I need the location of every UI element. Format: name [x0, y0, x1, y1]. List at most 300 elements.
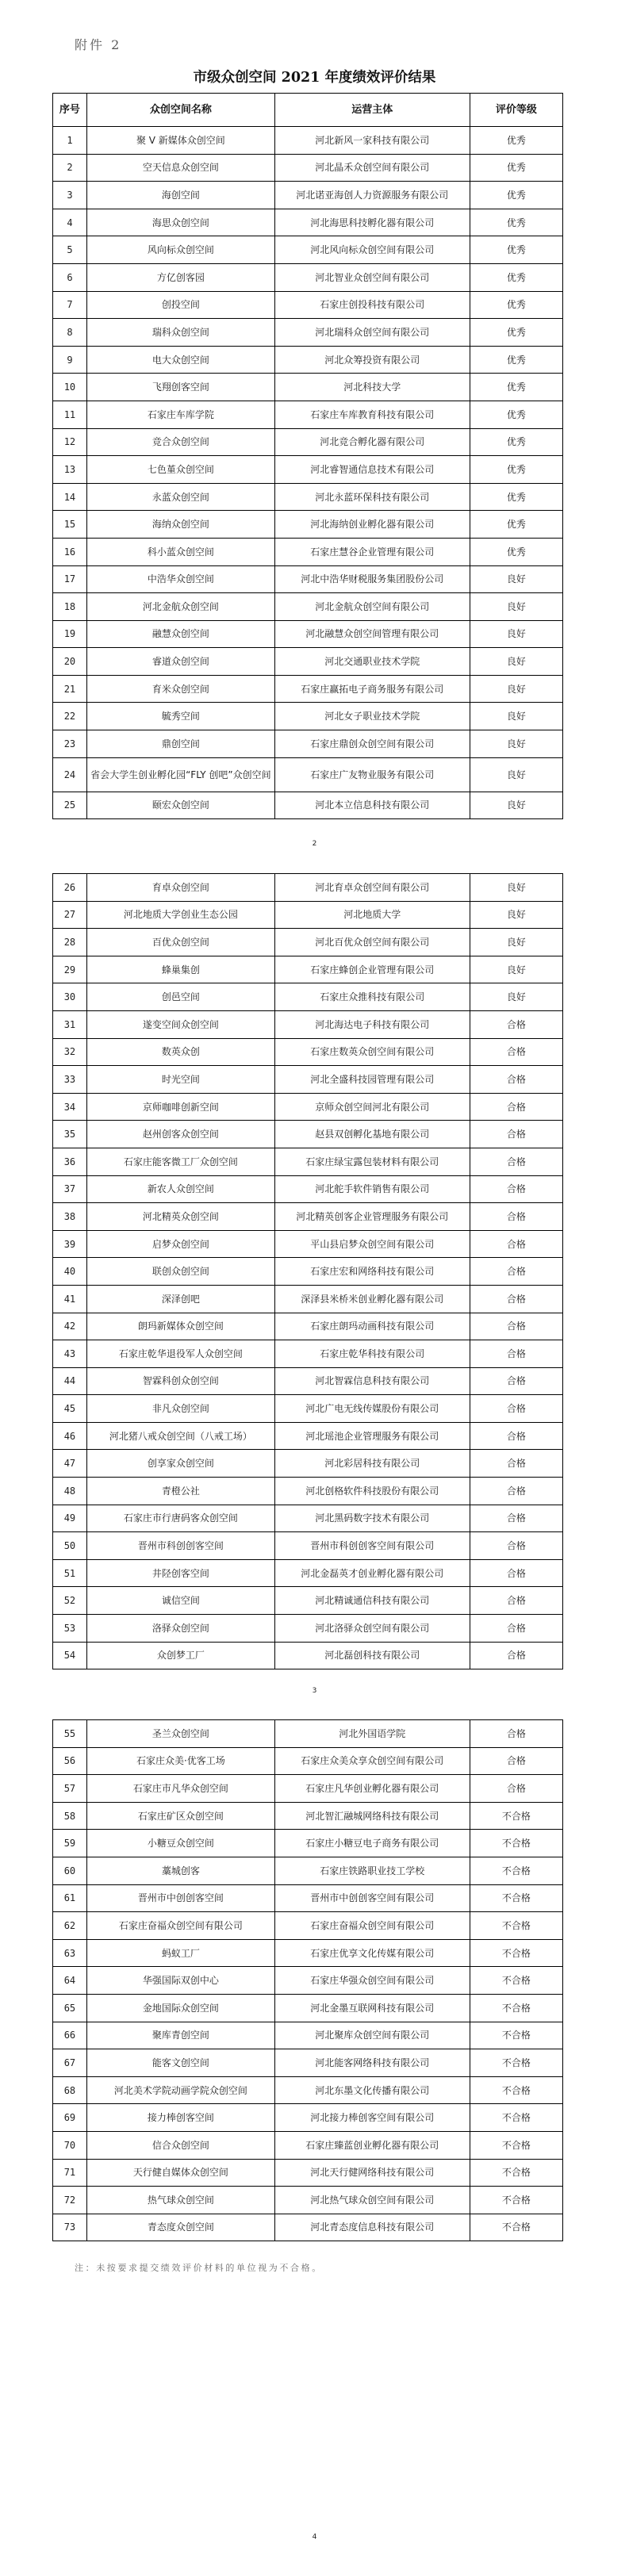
table-row: [53, 1230, 563, 1258]
space-name: 井陉创客空间: [86, 1559, 274, 1587]
table-row: [53, 792, 563, 819]
operator-name: 河北本立信息科技有限公司: [274, 792, 470, 819]
row-number: 54: [53, 1642, 87, 1669]
evaluation-grade: 优秀: [470, 483, 562, 511]
evaluation-grade: 不合格: [470, 1884, 562, 1912]
table-row: [53, 1505, 563, 1532]
space-name: 藁城创客: [86, 1857, 274, 1884]
evaluation-grade: 不合格: [470, 2214, 562, 2241]
operator-name: 河北青态度信息科技有限公司: [274, 2214, 470, 2241]
space-name: 朗玛新媒体众创空间: [86, 1313, 274, 1340]
evaluation-grade: 不合格: [470, 2049, 562, 2077]
evaluation-grade: 合格: [470, 1367, 562, 1395]
evaluation-grade: 合格: [470, 1093, 562, 1121]
space-name: 鼎创空间: [86, 730, 274, 758]
space-name: 小糖豆众创空间: [86, 1830, 274, 1857]
evaluation-grade: 合格: [470, 1066, 562, 1094]
evaluation-grade: 不合格: [470, 2187, 562, 2214]
space-name: 诚信空间: [86, 1587, 274, 1615]
row-number: 28: [53, 929, 87, 956]
table-row: [53, 1994, 563, 2022]
space-name: 聚 V 新媒体众创空间: [86, 127, 274, 155]
row-number: 8: [53, 319, 87, 347]
space-name: 飞翔创客空间: [86, 374, 274, 401]
row-number: 42: [53, 1313, 87, 1340]
evaluation-grade: 良好: [470, 648, 562, 676]
table-row: [53, 1450, 563, 1478]
header-operator: 运营主体: [274, 94, 470, 127]
operator-name: 河北瑞科众创空间有限公司: [274, 319, 470, 347]
evaluation-grade: 合格: [470, 1038, 562, 1066]
operator-name: 石家庄朗玛动画科技有限公司: [274, 1313, 470, 1340]
table-row: [53, 1559, 563, 1587]
row-number: 46: [53, 1422, 87, 1450]
table-row: [53, 428, 563, 456]
row-number: 45: [53, 1395, 87, 1423]
evaluation-grade: 优秀: [470, 209, 562, 236]
header-no: 序号: [53, 94, 87, 127]
row-number: 6: [53, 263, 87, 291]
row-number: 33: [53, 1066, 87, 1094]
row-number: 29: [53, 956, 87, 983]
operator-name: 石家庄众美众享众创空间有限公司: [274, 1747, 470, 1775]
operator-name: 河北睿智通信息技术有限公司: [274, 456, 470, 484]
table-row: [53, 182, 563, 209]
operator-name: 河北智业众创空间有限公司: [274, 263, 470, 291]
row-number: 15: [53, 511, 87, 539]
header-grade: 评价等级: [470, 94, 562, 127]
row-number: 25: [53, 792, 87, 819]
operator-name: 河北风向标众创空间有限公司: [274, 236, 470, 264]
page-title: 市级众创空间 2021 年度绩效评价结果: [193, 70, 436, 86]
operator-name: 河北诺亚海创人力资源服务有限公司: [274, 182, 470, 209]
operator-name: 晋州市中创创客空间有限公司: [274, 1884, 470, 1912]
row-number: 26: [53, 874, 87, 902]
space-name: 能客文创空间: [86, 2049, 274, 2077]
space-name: 晋州市中创创客空间: [86, 1884, 274, 1912]
evaluation-grade: 合格: [470, 1532, 562, 1560]
operator-name: 石家庄广友物业服务有限公司: [274, 757, 470, 792]
table-row: [53, 1720, 563, 1748]
operator-name: 河北外国语学院: [274, 1720, 470, 1748]
row-number: 27: [53, 901, 87, 929]
table-row: [53, 620, 563, 648]
operator-name: 河北彩居科技有限公司: [274, 1450, 470, 1478]
table-row: [53, 127, 563, 155]
operator-name: 河北接力棒创客空间有限公司: [274, 2104, 470, 2132]
table-row: [53, 1038, 563, 1066]
operator-name: 石家庄铁路职业技工学校: [274, 1857, 470, 1884]
table-row: [53, 1010, 563, 1038]
operator-name: 石家庄众推科技有限公司: [274, 983, 470, 1011]
evaluation-grade: 良好: [470, 874, 562, 902]
evaluation-grade: 不合格: [470, 1994, 562, 2022]
space-name: 金地国际众创空间: [86, 1994, 274, 2022]
evaluation-grade: 良好: [470, 593, 562, 621]
space-name: 智霖科创众创空间: [86, 1367, 274, 1395]
table-row: [53, 1066, 563, 1094]
operator-name: 河北海思科技孵化器有限公司: [274, 209, 470, 236]
row-number: 31: [53, 1010, 87, 1038]
evaluation-grade: 合格: [470, 1340, 562, 1368]
operator-name: 晋州市科创创客空间有限公司: [274, 1532, 470, 1560]
space-name: 时光空间: [86, 1066, 274, 1094]
row-number: 66: [53, 2022, 87, 2049]
operator-name: 河北金墨互联网科技有限公司: [274, 1994, 470, 2022]
operator-name: 河北百优众创空间有限公司: [274, 929, 470, 956]
table-row: [53, 2131, 563, 2159]
table-row: [53, 1802, 563, 1830]
space-name: 河北猪八戒众创空间（八戒工场）: [86, 1422, 274, 1450]
space-name: 青态度众创空间: [86, 2214, 274, 2241]
evaluation-grade: 优秀: [470, 154, 562, 182]
operator-name: 石家庄乾华科技有限公司: [274, 1340, 470, 1368]
operator-name: 石家庄创投科技有限公司: [274, 291, 470, 319]
row-number: 53: [53, 1615, 87, 1643]
row-number: 73: [53, 2214, 87, 2241]
row-number: 44: [53, 1367, 87, 1395]
row-number: 36: [53, 1148, 87, 1175]
space-name: 省会大学生创业孵化园“FLY 创吧”众创空间: [86, 757, 274, 792]
space-name: 启梦众创空间: [86, 1230, 274, 1258]
evaluation-grade: 合格: [470, 1559, 562, 1587]
table-row: [53, 2022, 563, 2049]
row-number: 12: [53, 428, 87, 456]
evaluation-grade: 优秀: [470, 236, 562, 264]
space-name: 河北美术学院动画学院众创空间: [86, 2076, 274, 2104]
table-row: [53, 1747, 563, 1775]
row-number: 1: [53, 127, 87, 155]
space-name: 百优众创空间: [86, 929, 274, 956]
table-row: [53, 703, 563, 730]
evaluation-grade: 优秀: [470, 401, 562, 428]
evaluation-grade: 合格: [470, 1775, 562, 1803]
operator-name: 河北热气球众创空间有限公司: [274, 2187, 470, 2214]
page-number: 3: [312, 1687, 317, 1695]
evaluation-grade: 良好: [470, 730, 562, 758]
row-number: 63: [53, 1939, 87, 1967]
space-name: 育米众创空间: [86, 675, 274, 703]
space-name: 河北地质大学创业生态公园: [86, 901, 274, 929]
operator-name: 石家庄数英众创空间有限公司: [274, 1038, 470, 1066]
row-number: 5: [53, 236, 87, 264]
row-number: 34: [53, 1093, 87, 1121]
space-name: 聚库青创空间: [86, 2022, 274, 2049]
space-name: 风向标众创空间: [86, 236, 274, 264]
results-table-page-2: [52, 873, 563, 1669]
evaluation-grade: 合格: [470, 1395, 562, 1423]
row-number: 43: [53, 1340, 87, 1368]
operator-name: 京师众创空间河北有限公司: [274, 1093, 470, 1121]
evaluation-grade: 合格: [470, 1121, 562, 1148]
evaluation-grade: 不合格: [470, 2076, 562, 2104]
table-row: [53, 956, 563, 983]
operator-name: 河北育卓众创空间有限公司: [274, 874, 470, 902]
space-name: 新农人众创空间: [86, 1175, 274, 1203]
row-number: 71: [53, 2159, 87, 2187]
space-name: 河北精英众创空间: [86, 1203, 274, 1231]
operator-name: 河北金航众创空间有限公司: [274, 593, 470, 621]
space-name: 科小蓝众创空间: [86, 538, 274, 565]
space-name: 中浩华众创空间: [86, 565, 274, 593]
space-name: 洛驿众创空间: [86, 1615, 274, 1643]
row-number: 60: [53, 1857, 87, 1884]
space-name: 石家庄能客微工厂众创空间: [86, 1148, 274, 1175]
space-name: 育卓众创空间: [86, 874, 274, 902]
space-name: 海创空间: [86, 182, 274, 209]
evaluation-grade: 优秀: [470, 538, 562, 565]
operator-name: 河北智汇融城网络科技有限公司: [274, 1802, 470, 1830]
operator-name: 河北地质大学: [274, 901, 470, 929]
row-number: 40: [53, 1258, 87, 1286]
operator-name: 河北精诚通信科技有限公司: [274, 1587, 470, 1615]
space-name: 七色堇众创空间: [86, 456, 274, 484]
space-name: 创邑空间: [86, 983, 274, 1011]
table-row: [53, 483, 563, 511]
row-number: 61: [53, 1884, 87, 1912]
operator-name: 河北海达电子科技有限公司: [274, 1010, 470, 1038]
space-name: 石家庄众美·优客工场: [86, 1747, 274, 1775]
row-number: 72: [53, 2187, 87, 2214]
evaluation-grade: 合格: [470, 1313, 562, 1340]
evaluation-grade: 合格: [470, 1175, 562, 1203]
space-name: 华强国际双创中心: [86, 1967, 274, 1995]
row-number: 37: [53, 1175, 87, 1203]
table-row: [53, 511, 563, 539]
table-row: [53, 1967, 563, 1995]
space-name: 海纳众创空间: [86, 511, 274, 539]
operator-name: 河北天行健网络科技有限公司: [274, 2159, 470, 2187]
evaluation-grade: 不合格: [470, 2159, 562, 2187]
evaluation-grade: 良好: [470, 703, 562, 730]
evaluation-grade: 不合格: [470, 1967, 562, 1995]
row-number: 32: [53, 1038, 87, 1066]
table-row: [53, 1203, 563, 1231]
row-number: 3: [53, 182, 87, 209]
evaluation-grade: 良好: [470, 565, 562, 593]
row-number: 17: [53, 565, 87, 593]
table-row: [53, 2076, 563, 2104]
operator-name: 石家庄蜂创企业管理有限公司: [274, 956, 470, 983]
table-row: [53, 1285, 563, 1313]
evaluation-grade: 不合格: [470, 1912, 562, 1940]
evaluation-grade: 良好: [470, 983, 562, 1011]
table-row: [53, 1615, 563, 1643]
row-number: 51: [53, 1559, 87, 1587]
row-number: 55: [53, 1720, 87, 1748]
row-number: 2: [53, 154, 87, 182]
row-number: 62: [53, 1912, 87, 1940]
evaluation-grade: 良好: [470, 675, 562, 703]
table-row: [53, 901, 563, 929]
row-number: 11: [53, 401, 87, 428]
table-header-row: [53, 94, 563, 127]
table-row: [53, 730, 563, 758]
footnote: 注：未按要求提交绩效评价材料的单位视为不合格。: [75, 2263, 323, 2273]
space-name: 青橙公社: [86, 1478, 274, 1505]
evaluation-grade: 合格: [470, 1010, 562, 1038]
space-name: 方亿创客园: [86, 263, 274, 291]
table-row: [53, 874, 563, 902]
row-number: 39: [53, 1230, 87, 1258]
row-number: 13: [53, 456, 87, 484]
operator-name: 石家庄宏和网络科技有限公司: [274, 1258, 470, 1286]
row-number: 56: [53, 1747, 87, 1775]
row-number: 58: [53, 1802, 87, 1830]
table-row: [53, 236, 563, 264]
operator-name: 石家庄车库教育科技有限公司: [274, 401, 470, 428]
operator-name: 深泽县米桥米创业孵化器有限公司: [274, 1285, 470, 1313]
evaluation-grade: 不合格: [470, 2022, 562, 2049]
space-name: 融慧众创空间: [86, 620, 274, 648]
table-row: [53, 1478, 563, 1505]
row-number: 59: [53, 1830, 87, 1857]
evaluation-grade: 合格: [470, 1285, 562, 1313]
space-name: 赵州创客众创空间: [86, 1121, 274, 1148]
row-number: 47: [53, 1450, 87, 1478]
evaluation-grade: 合格: [470, 1148, 562, 1175]
table-row: [53, 1587, 563, 1615]
evaluation-grade: 合格: [470, 1642, 562, 1669]
row-number: 20: [53, 648, 87, 676]
evaluation-grade: 不合格: [470, 2104, 562, 2132]
operator-name: 河北中浩华财税服务集团股份公司: [274, 565, 470, 593]
evaluation-grade: 不合格: [470, 1939, 562, 1967]
operator-name: 石家庄臻蓝创业孵化器有限公司: [274, 2131, 470, 2159]
row-number: 49: [53, 1505, 87, 1532]
table-row: [53, 1884, 563, 1912]
operator-name: 石家庄慧谷企业管理有限公司: [274, 538, 470, 565]
operator-name: 河北科技大学: [274, 374, 470, 401]
operator-name: 河北能客网络科技有限公司: [274, 2049, 470, 2077]
row-number: 67: [53, 2049, 87, 2077]
table-row: [53, 456, 563, 484]
row-number: 14: [53, 483, 87, 511]
row-number: 24: [53, 757, 87, 792]
space-name: 河北金航众创空间: [86, 593, 274, 621]
table-row: [53, 1148, 563, 1175]
evaluation-grade: 优秀: [470, 263, 562, 291]
operator-name: 河北晶禾众创空间有限公司: [274, 154, 470, 182]
table-row: [53, 983, 563, 1011]
space-name: 信合众创空间: [86, 2131, 274, 2159]
space-name: 竞合众创空间: [86, 428, 274, 456]
evaluation-grade: 不合格: [470, 1857, 562, 1884]
table-row: [53, 538, 563, 565]
operator-name: 河北永蓝环保科技有限公司: [274, 483, 470, 511]
row-number: 65: [53, 1994, 87, 2022]
evaluation-grade: 优秀: [470, 319, 562, 347]
space-name: 非凡众创空间: [86, 1395, 274, 1423]
operator-name: 赵县双创孵化基地有限公司: [274, 1121, 470, 1148]
operator-name: 河北创格软件科技股份有限公司: [274, 1478, 470, 1505]
row-number: 18: [53, 593, 87, 621]
space-name: 睿道众创空间: [86, 648, 274, 676]
space-name: 石家庄奋福众创空间有限公司: [86, 1912, 274, 1940]
evaluation-grade: 优秀: [470, 428, 562, 456]
space-name: 蜂巢集创: [86, 956, 274, 983]
table-row: [53, 2214, 563, 2241]
operator-name: 石家庄鼎创众创空间有限公司: [274, 730, 470, 758]
results-table-page-1: [52, 93, 563, 819]
operator-name: 河北黑码数字技术有限公司: [274, 1505, 470, 1532]
operator-name: 石家庄奋福众创空间有限公司: [274, 1912, 470, 1940]
row-number: 35: [53, 1121, 87, 1148]
operator-name: 石家庄绿宝露包装材料有限公司: [274, 1148, 470, 1175]
space-name: 石家庄车库学院: [86, 401, 274, 428]
operator-name: 河北广电无线传媒股份有限公司: [274, 1395, 470, 1423]
evaluation-grade: 不合格: [470, 1830, 562, 1857]
evaluation-grade: 合格: [470, 1230, 562, 1258]
page-number: 4: [312, 2533, 317, 2541]
space-name: 永蓝众创空间: [86, 483, 274, 511]
space-name: 联创众创空间: [86, 1258, 274, 1286]
evaluation-grade: 优秀: [470, 291, 562, 319]
operator-name: 河北众筹投资有限公司: [274, 346, 470, 374]
evaluation-grade: 良好: [470, 757, 562, 792]
evaluation-grade: 合格: [470, 1720, 562, 1748]
table-row: [53, 757, 563, 792]
operator-name: 石家庄优享文化传媒有限公司: [274, 1939, 470, 1967]
header-name: 众创空间名称: [86, 94, 274, 127]
table-row: [53, 263, 563, 291]
table-row: [53, 1367, 563, 1395]
evaluation-grade: 优秀: [470, 374, 562, 401]
space-name: 瑞科众创空间: [86, 319, 274, 347]
table-row: [53, 929, 563, 956]
row-number: 7: [53, 291, 87, 319]
operator-name: 河北东墨文化传播有限公司: [274, 2076, 470, 2104]
space-name: 颐宏众创空间: [86, 792, 274, 819]
table-row: [53, 374, 563, 401]
table-row: [53, 319, 563, 347]
table-row: [53, 401, 563, 428]
space-name: 数英众创: [86, 1038, 274, 1066]
operator-name: 河北聚库众创空间有限公司: [274, 2022, 470, 2049]
table-row: [53, 1121, 563, 1148]
evaluation-grade: 优秀: [470, 456, 562, 484]
evaluation-grade: 良好: [470, 956, 562, 983]
space-name: 创享家众创空间: [86, 1450, 274, 1478]
row-number: 4: [53, 209, 87, 236]
space-name: 圣兰众创空间: [86, 1720, 274, 1748]
evaluation-grade: 合格: [470, 1258, 562, 1286]
row-number: 48: [53, 1478, 87, 1505]
evaluation-grade: 优秀: [470, 127, 562, 155]
row-number: 10: [53, 374, 87, 401]
operator-name: 河北金磊英才创业孵化器有限公司: [274, 1559, 470, 1587]
results-table-page-3: [52, 1719, 563, 2241]
evaluation-grade: 优秀: [470, 511, 562, 539]
table-row: [53, 593, 563, 621]
row-number: 23: [53, 730, 87, 758]
table-row: [53, 1313, 563, 1340]
evaluation-grade: 良好: [470, 620, 562, 648]
evaluation-grade: 合格: [470, 1505, 562, 1532]
table-row: [53, 154, 563, 182]
table-row: [53, 1642, 563, 1669]
table-row: [53, 346, 563, 374]
table-row: [53, 1175, 563, 1203]
space-name: 石家庄乾华退役军人众创空间: [86, 1340, 274, 1368]
space-name: 毓秀空间: [86, 703, 274, 730]
operator-name: 河北竞合孵化器有限公司: [274, 428, 470, 456]
row-number: 22: [53, 703, 87, 730]
row-number: 68: [53, 2076, 87, 2104]
space-name: 石家庄市凡华众创空间: [86, 1775, 274, 1803]
operator-name: 石家庄赢拓电子商务服务有限公司: [274, 675, 470, 703]
evaluation-grade: 优秀: [470, 182, 562, 209]
